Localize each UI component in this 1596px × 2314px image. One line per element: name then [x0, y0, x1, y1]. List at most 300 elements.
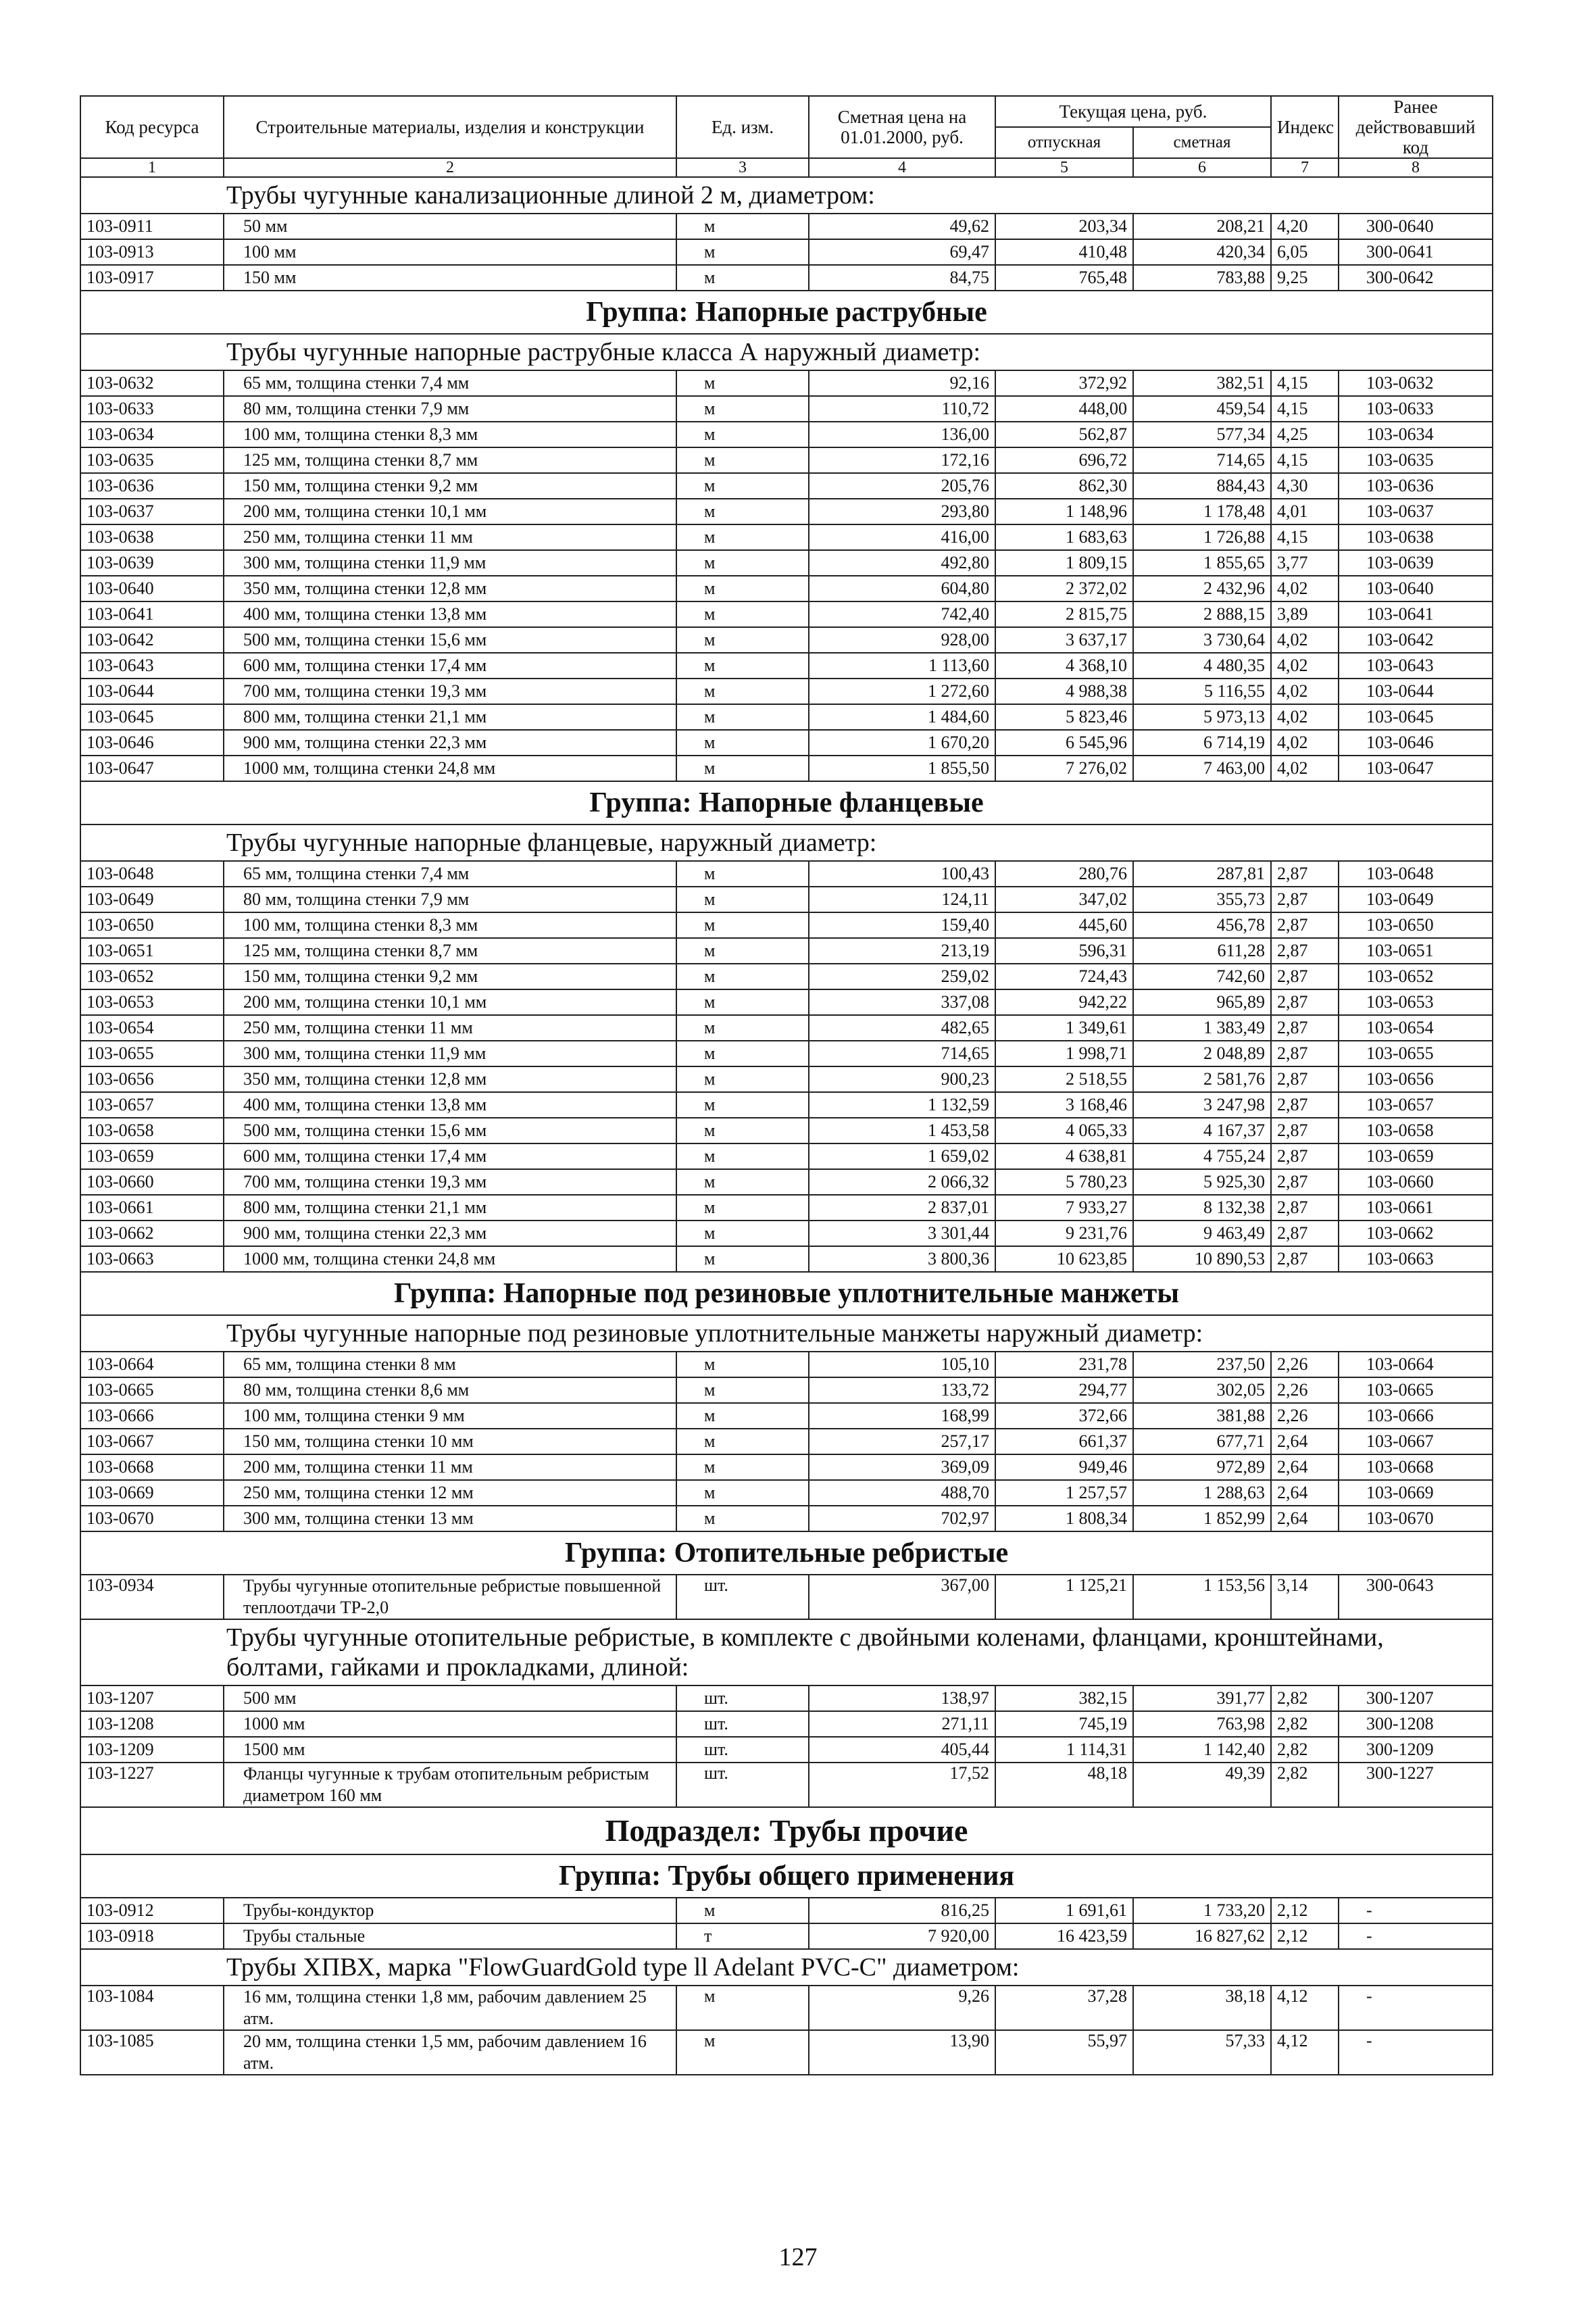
cell-base-price: 2 066,32	[809, 1169, 995, 1195]
cell-old-code: 103-0668	[1339, 1454, 1493, 1480]
cell-index: 2,87	[1271, 1221, 1339, 1246]
table-row	[80, 1352, 1493, 1377]
cell-base-price: 482,65	[809, 1015, 995, 1041]
cell-old-code: 103-0669	[1339, 1480, 1493, 1506]
cell-old-code: 300-0641	[1339, 239, 1493, 265]
cell-unit: м	[676, 989, 809, 1015]
cell-unit: м	[676, 1506, 809, 1531]
cell-old-code: 103-0641	[1339, 601, 1493, 627]
cell-old-code: 103-0662	[1339, 1221, 1493, 1246]
cell-base-price: 367,00	[809, 1575, 995, 1619]
header-base-price: Сметная цена на 01.01.2000, руб.	[809, 96, 995, 158]
cell-old-code: 103-0635	[1339, 447, 1493, 473]
subsection-title	[80, 1807, 1493, 1854]
cell-old-code: 103-0633	[1339, 396, 1493, 422]
col-number: 4	[809, 158, 995, 177]
section-subtitle	[80, 177, 1493, 214]
cell-unit: м	[676, 1352, 809, 1377]
cell-estimate-price: 49,39	[1133, 1763, 1271, 1807]
cell-index: 3,14	[1271, 1575, 1339, 1619]
cell-base-price: 17,52	[809, 1763, 995, 1807]
cell-release-price: 1 683,63	[995, 524, 1133, 550]
cell-release-price: 2 372,02	[995, 576, 1133, 601]
table-row	[80, 1015, 1493, 1041]
cell-unit: м	[676, 550, 809, 576]
cell-old-code: 103-0646	[1339, 730, 1493, 756]
cell-estimate-price: 2 581,76	[1133, 1066, 1271, 1092]
table-header	[80, 96, 1493, 177]
cell-name: 600 мм, толщина стенки 17,4 мм	[224, 653, 676, 679]
cell-code: 103-0653	[80, 989, 224, 1015]
cell-unit: м	[676, 861, 809, 887]
cell-old-code: 300-1207	[1339, 1685, 1493, 1711]
cell-estimate-price: 1 153,56	[1133, 1575, 1271, 1619]
page-number: 127	[778, 2243, 818, 2271]
cell-estimate-price: 972,89	[1133, 1454, 1271, 1480]
cell-estimate-price: 611,28	[1133, 938, 1271, 964]
cell-name: 500 мм, толщина стенки 15,6 мм	[224, 1118, 676, 1143]
table-row	[80, 1143, 1493, 1169]
cell-name: 80 мм, толщина стенки 7,9 мм	[224, 396, 676, 422]
cell-base-price: 172,16	[809, 447, 995, 473]
cell-old-code: 103-0661	[1339, 1195, 1493, 1221]
cell-release-price: 696,72	[995, 447, 1133, 473]
section-subtitle-text: Трубы чугунные напорные раструбные класса А наружный диаметр:	[80, 334, 1493, 370]
cell-release-price: 37,28	[995, 1986, 1133, 2030]
table-row	[80, 1195, 1493, 1221]
cell-name: 100 мм, толщина стенки 8,3 мм	[224, 422, 676, 447]
cell-base-price: 1 132,59	[809, 1092, 995, 1118]
cell-estimate-price: 382,51	[1133, 370, 1271, 396]
cell-name: 16 мм, толщина стенки 1,8 мм, рабочим давлением 25 атм.	[224, 1986, 676, 2030]
table-row	[80, 1506, 1493, 1531]
cell-name: 1000 мм, толщина стенки 24,8 мм	[224, 1246, 676, 1272]
cell-old-code: 103-0660	[1339, 1169, 1493, 1195]
cell-old-code: 103-0649	[1339, 887, 1493, 912]
cell-index: 2,87	[1271, 1066, 1339, 1092]
cell-name: 400 мм, толщина стенки 13,8 мм	[224, 601, 676, 627]
cell-unit: м	[676, 964, 809, 989]
cell-unit: м	[676, 1480, 809, 1506]
cell-estimate-price: 3 247,98	[1133, 1092, 1271, 1118]
cell-estimate-price: 884,43	[1133, 473, 1271, 499]
cell-name: 250 мм, толщина стенки 12 мм	[224, 1480, 676, 1506]
cell-old-code: 103-0636	[1339, 473, 1493, 499]
cell-code: 103-1084	[80, 1986, 224, 2030]
cell-estimate-price: 1 733,20	[1133, 1898, 1271, 1923]
cell-name: 400 мм, толщина стенки 13,8 мм	[224, 1092, 676, 1118]
cell-base-price: 159,40	[809, 912, 995, 938]
cell-index: 4,15	[1271, 396, 1339, 422]
cell-old-code: 103-0665	[1339, 1377, 1493, 1403]
cell-unit: м	[676, 938, 809, 964]
cell-code: 103-0641	[80, 601, 224, 627]
cell-index: 4,25	[1271, 422, 1339, 447]
cell-code: 103-0632	[80, 370, 224, 396]
table-row	[80, 1092, 1493, 1118]
cell-code: 103-0670	[80, 1506, 224, 1531]
cell-unit: м	[676, 1118, 809, 1143]
cell-release-price: 562,87	[995, 422, 1133, 447]
cell-code: 103-0663	[80, 1246, 224, 1272]
cell-estimate-price: 4 755,24	[1133, 1143, 1271, 1169]
cell-estimate-price: 237,50	[1133, 1352, 1271, 1377]
cell-old-code: -	[1339, 1923, 1493, 1949]
cell-estimate-price: 763,98	[1133, 1711, 1271, 1737]
cell-index: 2,87	[1271, 1092, 1339, 1118]
cell-unit: м	[676, 1143, 809, 1169]
cell-old-code: 300-1227	[1339, 1763, 1493, 1807]
cell-code: 103-0667	[80, 1429, 224, 1454]
cell-code: 103-0637	[80, 499, 224, 524]
cell-estimate-price: 10 890,53	[1133, 1246, 1271, 1272]
table-row	[80, 938, 1493, 964]
cell-release-price: 1 125,21	[995, 1575, 1133, 1619]
table-row	[80, 473, 1493, 499]
cell-name: 80 мм, толщина стенки 7,9 мм	[224, 887, 676, 912]
cell-base-price: 9,26	[809, 1986, 995, 2030]
cell-estimate-price: 1 178,48	[1133, 499, 1271, 524]
cell-index: 2,87	[1271, 1169, 1339, 1195]
price-table	[80, 95, 1493, 2075]
cell-release-price: 203,34	[995, 214, 1133, 239]
cell-code: 103-0640	[80, 576, 224, 601]
cell-old-code: 103-0637	[1339, 499, 1493, 524]
cell-release-price: 410,48	[995, 239, 1133, 265]
cell-base-price: 405,44	[809, 1737, 995, 1763]
col-number: 5	[995, 158, 1133, 177]
cell-unit: м	[676, 1403, 809, 1429]
cell-index: 2,26	[1271, 1377, 1339, 1403]
cell-estimate-price: 459,54	[1133, 396, 1271, 422]
cell-unit: м	[676, 422, 809, 447]
table-row	[80, 1246, 1493, 1272]
cell-unit: м	[676, 265, 809, 291]
cell-release-price: 1 114,31	[995, 1737, 1133, 1763]
table-row	[80, 912, 1493, 938]
cell-index: 4,15	[1271, 524, 1339, 550]
table-row	[80, 756, 1493, 781]
col-number: 2	[224, 158, 676, 177]
cell-unit: м	[676, 679, 809, 704]
cell-index: 2,87	[1271, 1015, 1339, 1041]
cell-old-code: 300-0643	[1339, 1575, 1493, 1619]
cell-name: 500 мм, толщина стенки 15,6 мм	[224, 627, 676, 653]
cell-base-price: 337,08	[809, 989, 995, 1015]
table-row	[80, 704, 1493, 730]
table-row	[80, 1480, 1493, 1506]
cell-name: 800 мм, толщина стенки 21,1 мм	[224, 704, 676, 730]
cell-code: 103-0636	[80, 473, 224, 499]
cell-code: 103-0664	[80, 1352, 224, 1377]
cell-release-price: 445,60	[995, 912, 1133, 938]
cell-index: 2,82	[1271, 1763, 1339, 1807]
cell-base-price: 714,65	[809, 1041, 995, 1066]
cell-unit: м	[676, 447, 809, 473]
cell-name: 250 мм, толщина стенки 11 мм	[224, 1015, 676, 1041]
group-title	[80, 1272, 1493, 1315]
cell-unit: м	[676, 1221, 809, 1246]
cell-code: 103-0644	[80, 679, 224, 704]
cell-estimate-price: 2 888,15	[1133, 601, 1271, 627]
cell-code: 103-0656	[80, 1066, 224, 1092]
cell-code: 103-0660	[80, 1169, 224, 1195]
cell-unit: м	[676, 576, 809, 601]
cell-name: 500 мм	[224, 1685, 676, 1711]
price-document	[80, 95, 1492, 2075]
cell-code: 103-1227	[80, 1763, 224, 1807]
cell-estimate-price: 420,34	[1133, 239, 1271, 265]
cell-release-price: 448,00	[995, 396, 1133, 422]
cell-release-price: 294,77	[995, 1377, 1133, 1403]
cell-name: 200 мм, толщина стенки 11 мм	[224, 1454, 676, 1480]
cell-name: 125 мм, толщина стенки 8,7 мм	[224, 447, 676, 473]
cell-code: 103-0661	[80, 1195, 224, 1221]
cell-code: 103-0917	[80, 265, 224, 291]
cell-base-price: 1 272,60	[809, 679, 995, 704]
cell-base-price: 1 484,60	[809, 704, 995, 730]
cell-name: Фланцы чугунные к трубам отопительным ребристым диаметром 160 мм	[224, 1763, 676, 1807]
cell-old-code: 103-0648	[1339, 861, 1493, 887]
cell-name: 50 мм	[224, 214, 676, 239]
cell-index: 2,26	[1271, 1352, 1339, 1377]
cell-code: 103-0646	[80, 730, 224, 756]
cell-unit: м	[676, 912, 809, 938]
header-name: Строительные материалы, изделия и конструкции	[224, 96, 676, 158]
header-old-code: Ранее действовавший код	[1339, 96, 1493, 158]
table-row	[80, 214, 1493, 239]
cell-release-price: 3 637,17	[995, 627, 1133, 653]
cell-release-price: 2 518,55	[995, 1066, 1133, 1092]
cell-release-price: 372,92	[995, 370, 1133, 396]
cell-index: 2,87	[1271, 861, 1339, 887]
group-title-text: Группа: Напорные раструбные	[80, 291, 1493, 334]
cell-old-code: 103-0653	[1339, 989, 1493, 1015]
cell-name: 350 мм, толщина стенки 12,8 мм	[224, 576, 676, 601]
cell-unit: м	[676, 1169, 809, 1195]
cell-base-price: 604,80	[809, 576, 995, 601]
col-number: 8	[1339, 158, 1493, 177]
cell-old-code: 300-1208	[1339, 1711, 1493, 1737]
group-title-text: Группа: Трубы общего применения	[80, 1854, 1493, 1898]
cell-code: 103-0638	[80, 524, 224, 550]
cell-old-code: 103-0640	[1339, 576, 1493, 601]
cell-estimate-price: 381,88	[1133, 1403, 1271, 1429]
cell-base-price: 49,62	[809, 214, 995, 239]
cell-base-price: 1 453,58	[809, 1118, 995, 1143]
cell-old-code: 103-0638	[1339, 524, 1493, 550]
cell-release-price: 231,78	[995, 1352, 1133, 1377]
cell-code: 103-0655	[80, 1041, 224, 1066]
cell-release-price: 942,22	[995, 989, 1133, 1015]
cell-code: 103-0650	[80, 912, 224, 938]
cell-old-code: 103-0664	[1339, 1352, 1493, 1377]
cell-unit: м	[676, 370, 809, 396]
cell-unit: шт.	[676, 1575, 809, 1619]
table-row	[80, 370, 1493, 396]
cell-unit: м	[676, 730, 809, 756]
cell-unit: м	[676, 524, 809, 550]
cell-estimate-price: 965,89	[1133, 989, 1271, 1015]
table-row	[80, 1169, 1493, 1195]
cell-index: 4,12	[1271, 1986, 1339, 2030]
cell-index: 2,87	[1271, 964, 1339, 989]
cell-estimate-price: 38,18	[1133, 1986, 1271, 2030]
cell-name: Трубы чугунные отопительные ребристые повышенной теплоотдачи ТР-2,0	[224, 1575, 676, 1619]
cell-unit: м	[676, 473, 809, 499]
table-row	[80, 1377, 1493, 1403]
cell-old-code: 103-0667	[1339, 1429, 1493, 1454]
cell-index: 4,02	[1271, 679, 1339, 704]
cell-name: 200 мм, толщина стенки 10,1 мм	[224, 499, 676, 524]
group-title-text: Группа: Напорные фланцевые	[80, 781, 1493, 824]
cell-estimate-price: 1 855,65	[1133, 550, 1271, 576]
cell-index: 2,87	[1271, 1143, 1339, 1169]
cell-base-price: 816,25	[809, 1898, 995, 1923]
cell-code: 103-1207	[80, 1685, 224, 1711]
cell-index: 3,77	[1271, 550, 1339, 576]
cell-code: 103-0913	[80, 239, 224, 265]
cell-name: 900 мм, толщина стенки 22,3 мм	[224, 730, 676, 756]
cell-index: 4,30	[1271, 473, 1339, 499]
section-subtitle	[80, 1619, 1493, 1685]
cell-index: 2,87	[1271, 887, 1339, 912]
cell-base-price: 69,47	[809, 239, 995, 265]
cell-code: 103-0652	[80, 964, 224, 989]
cell-estimate-price: 16 827,62	[1133, 1923, 1271, 1949]
cell-index: 2,64	[1271, 1506, 1339, 1531]
table-row	[80, 499, 1493, 524]
table-row	[80, 1429, 1493, 1454]
table-row	[80, 1221, 1493, 1246]
cell-release-price: 3 168,46	[995, 1092, 1133, 1118]
cell-old-code: 103-0656	[1339, 1066, 1493, 1092]
table-row	[80, 265, 1493, 291]
cell-base-price: 84,75	[809, 265, 995, 291]
cell-name: 1500 мм	[224, 1737, 676, 1763]
header-estimate-price: сметная	[1133, 127, 1271, 158]
cell-base-price: 1 659,02	[809, 1143, 995, 1169]
cell-estimate-price: 8 132,38	[1133, 1195, 1271, 1221]
cell-index: 2,87	[1271, 989, 1339, 1015]
cell-index: 2,87	[1271, 1195, 1339, 1221]
cell-estimate-price: 742,60	[1133, 964, 1271, 989]
cell-code: 103-0642	[80, 627, 224, 653]
cell-old-code: -	[1339, 1986, 1493, 2030]
cell-index: 4,02	[1271, 627, 1339, 653]
cell-code: 103-0934	[80, 1575, 224, 1619]
table-row	[80, 601, 1493, 627]
cell-base-price: 110,72	[809, 396, 995, 422]
cell-index: 2,82	[1271, 1685, 1339, 1711]
cell-name: 125 мм, толщина стенки 8,7 мм	[224, 938, 676, 964]
cell-estimate-price: 5 116,55	[1133, 679, 1271, 704]
cell-index: 2,87	[1271, 912, 1339, 938]
cell-code: 103-0666	[80, 1403, 224, 1429]
cell-code: 103-0669	[80, 1480, 224, 1506]
cell-release-price: 280,76	[995, 861, 1133, 887]
cell-release-price: 1 998,71	[995, 1041, 1133, 1066]
cell-release-price: 5 823,46	[995, 704, 1133, 730]
cell-base-price: 133,72	[809, 1377, 995, 1403]
cell-old-code: 103-0643	[1339, 653, 1493, 679]
cell-base-price: 3 800,36	[809, 1246, 995, 1272]
cell-estimate-price: 9 463,49	[1133, 1221, 1271, 1246]
table-row	[80, 2030, 1493, 2075]
group-title-text: Группа: Напорные под резиновые уплотнительные манжеты	[80, 1272, 1493, 1315]
cell-estimate-price: 677,71	[1133, 1429, 1271, 1454]
table-row	[80, 653, 1493, 679]
table-row	[80, 239, 1493, 265]
cell-release-price: 1 257,57	[995, 1480, 1133, 1506]
section-subtitle	[80, 1315, 1493, 1352]
cell-base-price: 900,23	[809, 1066, 995, 1092]
cell-name: 1000 мм	[224, 1711, 676, 1737]
cell-name: 300 мм, толщина стенки 11,9 мм	[224, 1041, 676, 1066]
cell-old-code: 103-0670	[1339, 1506, 1493, 1531]
table-row	[80, 679, 1493, 704]
header-current-price: Текущая цена, руб.	[995, 96, 1271, 127]
cell-release-price: 2 815,75	[995, 601, 1133, 627]
cell-estimate-price: 391,77	[1133, 1685, 1271, 1711]
cell-estimate-price: 5 973,13	[1133, 704, 1271, 730]
table-row	[80, 627, 1493, 653]
cell-old-code: 300-1209	[1339, 1737, 1493, 1763]
cell-code: 103-1209	[80, 1737, 224, 1763]
cell-index: 4,20	[1271, 214, 1339, 239]
col-number: 6	[1133, 158, 1271, 177]
cell-code: 103-0648	[80, 861, 224, 887]
cell-unit: м	[676, 239, 809, 265]
section-subtitle-text: Трубы чугунные напорные под резиновые уплотнительные манжеты наружный диаметр:	[80, 1315, 1493, 1352]
cell-unit: шт.	[676, 1685, 809, 1711]
cell-name: 100 мм, толщина стенки 9 мм	[224, 1403, 676, 1429]
cell-unit: м	[676, 1015, 809, 1041]
cell-name: 600 мм, толщина стенки 17,4 мм	[224, 1143, 676, 1169]
header-release-price: отпускная	[995, 127, 1133, 158]
cell-old-code: 103-0652	[1339, 964, 1493, 989]
cell-old-code: 103-0645	[1339, 704, 1493, 730]
cell-unit: м	[676, 1898, 809, 1923]
cell-old-code: 103-0666	[1339, 1403, 1493, 1429]
table-row	[80, 1403, 1493, 1429]
table-body	[80, 177, 1493, 2075]
table-row	[80, 887, 1493, 912]
col-number: 1	[80, 158, 224, 177]
cell-estimate-price: 3 730,64	[1133, 627, 1271, 653]
cell-index: 2,82	[1271, 1737, 1339, 1763]
cell-release-price: 1 148,96	[995, 499, 1133, 524]
cell-estimate-price: 57,33	[1133, 2030, 1271, 2075]
cell-release-price: 724,43	[995, 964, 1133, 989]
cell-unit: м	[676, 2030, 809, 2075]
cell-release-price: 48,18	[995, 1763, 1133, 1807]
section-subtitle	[80, 824, 1493, 861]
cell-old-code: 103-0644	[1339, 679, 1493, 704]
cell-index: 4,02	[1271, 730, 1339, 756]
section-subtitle-text: Трубы чугунные напорные фланцевые, наружный диаметр:	[80, 824, 1493, 861]
cell-index: 4,02	[1271, 576, 1339, 601]
cell-release-price: 745,19	[995, 1711, 1133, 1737]
section-subtitle	[80, 1949, 1493, 1986]
cell-index: 4,02	[1271, 704, 1339, 730]
header-code: Код ресурса	[80, 96, 224, 158]
cell-unit: м	[676, 887, 809, 912]
cell-index: 3,89	[1271, 601, 1339, 627]
cell-release-price: 862,30	[995, 473, 1133, 499]
table-row	[80, 1711, 1493, 1737]
cell-index: 4,02	[1271, 653, 1339, 679]
